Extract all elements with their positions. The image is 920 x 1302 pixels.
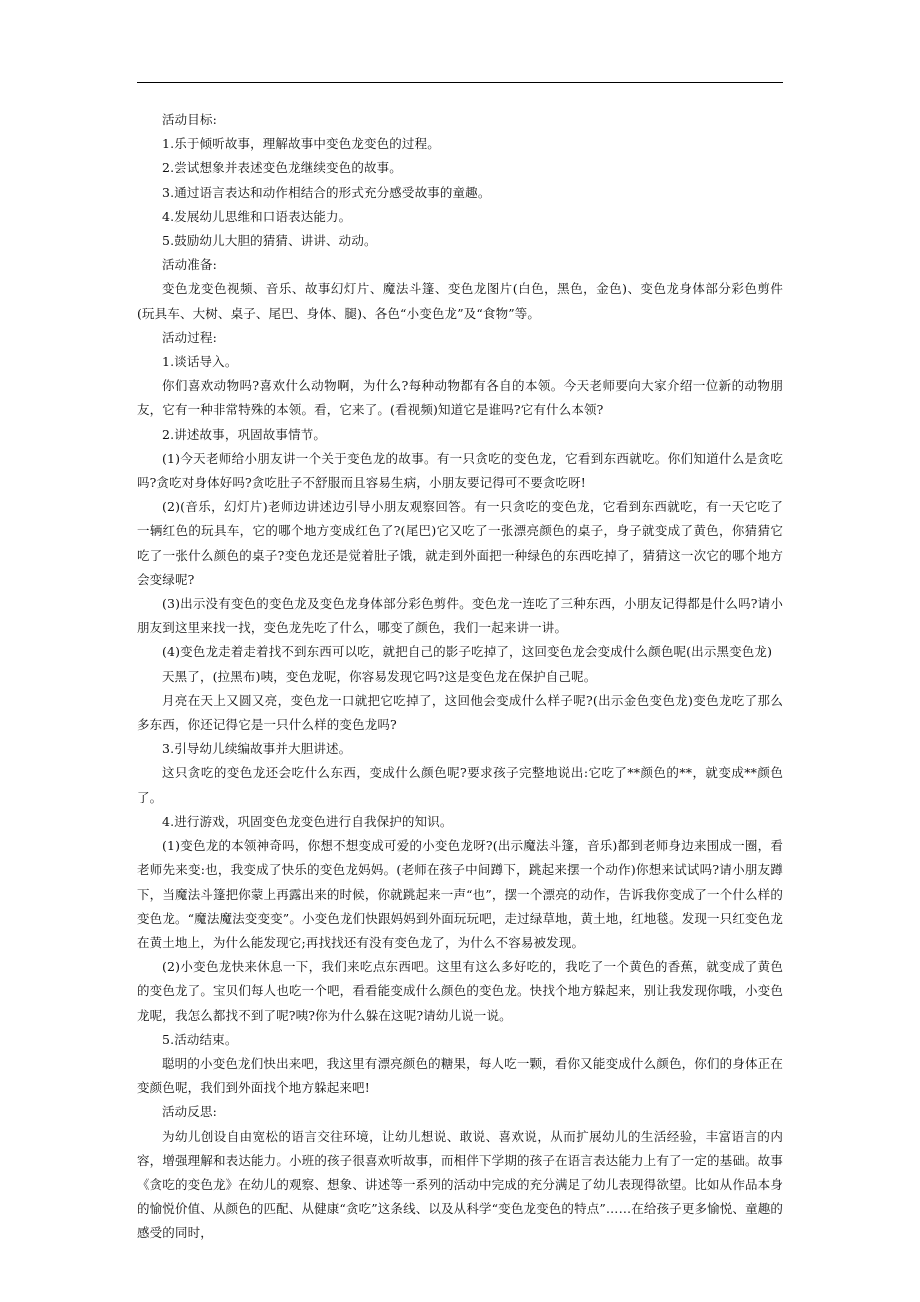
goal-item: 1.乐于倾听故事，理解故事中变色龙变色的过程。: [162, 136, 440, 152]
step-heading: 1.谈话导入。: [162, 354, 238, 370]
heading-goals: 活动目标:: [162, 112, 217, 127]
paragraph: 变色龙变色视频、音乐、故事幻灯片、魔法斗篷、变色龙图片(白色，黑色，金色)、变色龙身体部分彩色剪件(玩具车、大树、桌子、尾巴、身体、腿)、各色“小变色龙”及“食物”等。: [137, 281, 783, 321]
goal-item: 3.通过语言表达和动作相结合的形式充分感受故事的童趣。: [162, 184, 491, 200]
paragraph: (3)出示没有变色的变色龙及变色龙身体部分彩色剪件。变色龙一连吃了三种东西，小朋友记得都是什么吗?请小朋友到这里来找一找，变色龙先吃了什么，哪变了颜色，我们一起来讲一讲。: [137, 596, 783, 636]
paragraph: (1)变色龙的本领神奇吗，你想不想变成可爱的小变色龙呀?(出示魔法斗篷，音乐)都到老师身边来围成一圈，看老师先来变:也，我变成了快乐的变色龙妈妈。(老师在孩子中间蹲下，跳起来摆一个动作)你想来试试吗?请小朋友蹲下，当魔法斗篷把你蒙上再露出来的时候，你就跳起来一声“也”，摆一个漂亮的动作，告诉我你变成了一个什么样的变色龙。“魔法魔法变变变”。小变色龙们快跟妈妈到外面玩玩吧，走过绿草地，黄土地，红地毯。发现一只红变色龙在黄土地上，为什么能发现它;再找找还有没有变色龙了，为什么不容易被发现。: [137, 838, 783, 950]
goal-item: 2.尝试想象并表述变色龙继续变色的故事。: [162, 160, 402, 176]
heading-process: 活动过程:: [162, 329, 217, 345]
paragraph: (2)(音乐，幻灯片)老师边讲述边引导小朋友观察回答。有一只贪吃的变色龙，它看到东西就吃，有一天它吃了一辆红色的玩具车，它的哪个地方变成红色了?(尾巴)它又吃了一张漂亮颜色的桌子，身子就变成了黄色，你猜猜它吃了一张什么颜色的桌子?变色龙还是觉着肚子饿，就走到外面把一种绿色的东西吃掉了，猜猜这一次它的哪个地方会变绿呢?: [137, 499, 783, 587]
paragraph: (2)小变色龙快来休息一下，我们来吃点东西吧。这里有这么多好吃的，我吃了一个黄色的香蕉，就变成了黄色的变色龙了。宝贝们每人也吃一个吧，看看能变成什么颜色的变色龙。快找个地方躲起来，别让我发现你哦，小变色龙呢，我怎么都找不到了呢?咦?你为什么躲在这呢?请幼儿说一说。: [137, 959, 783, 1023]
paragraph: (1)今天老师给小朋友讲一个关于变色龙的故事。有一只贪吃的变色龙，它看到东西就吃。你们知道什么是贪吃吗?贪吃对身体好吗?贪吃肚子不舒服而且容易生病，小朋友要记得可不要贪吃呀!: [137, 450, 783, 491]
header-rule: [137, 82, 783, 83]
paragraph: (4)变色龙走着走着找不到东西可以吃，就把自己的影子吃掉了，这回变色龙会变成什么颜色呢(出示黑变色龙): [162, 644, 773, 660]
document-body: [137, 108, 783, 1246]
heading-preparation: 活动准备:: [162, 257, 217, 273]
step-heading: 3.引导幼儿续编故事并大胆讲述。: [162, 741, 352, 757]
heading-reflection: 活动反思:: [162, 1104, 217, 1120]
step-heading: 2.讲述故事，巩固故事情节。: [162, 426, 327, 442]
goal-item: 4.发展幼儿思维和口语表达能力。: [162, 208, 352, 224]
paragraph: 你们喜欢动物吗?喜欢什么动物啊，为什么?每种动物都有各自的本领。今天老师要向大家介绍一位新的动物朋友，它有一种非常特殊的本领。看，它来了。(看视频)知道它是谁吗?它有什么本领?: [137, 378, 783, 418]
step-heading: 4.进行游戏，巩固变色龙变色进行自我保护的知识。: [162, 813, 453, 829]
paragraph: 聪明的小变色龙们快出来吧，我这里有漂亮颜色的糖果，每人吃一颗，看你又能变成什么颜色，你们的身体正在变颜色呢，我们到外面找个地方躲起来吧!: [137, 1055, 783, 1096]
step-heading: 5.活动结束。: [162, 1031, 238, 1047]
paragraph: 为幼儿创设自由宽松的语言交往环境，让幼儿想说、敢说、喜欢说，从而扩展幼儿的生活经验，丰富语言的内容，增强理解和表达能力。小班的孩子很喜欢听故事，而相伴下学期的孩子在语言表达能力上有了一定的基础。故事《贪吃的变色龙》在幼儿的观察、想象、讲述等一系列的活动中完成的充分满足了幼儿表现得欲望。比如从作品本身的愉悦价值、从颜色的匹配、从健康“贪吃”这条线、以及从科学“变色龙变色的特点”……在给孩子更多愉悦、童趣的感受的同时，: [137, 1128, 784, 1241]
goal-item: 5.鼓励幼儿大胆的猜猜、讲讲、动动。: [162, 233, 377, 249]
paragraph: 天黑了，(拉黑布)咦，变色龙呢，你容易发现它吗?这是变色龙在保护自己呢。: [162, 668, 597, 684]
paragraph: 这只贪吃的变色龙还会吃什么东西，变成什么颜色呢?要求孩子完整地说出:它吃了**颜色的**，就变成**颜色了。: [137, 765, 783, 805]
paragraph: 月亮在天上又圆又亮，变色龙一口就把它吃掉了，这回他会变成什么样子呢?(出示金色变色龙)变色龙吃了那么多东西，你还记得它是一只什么样的变色龙吗?: [137, 692, 783, 733]
